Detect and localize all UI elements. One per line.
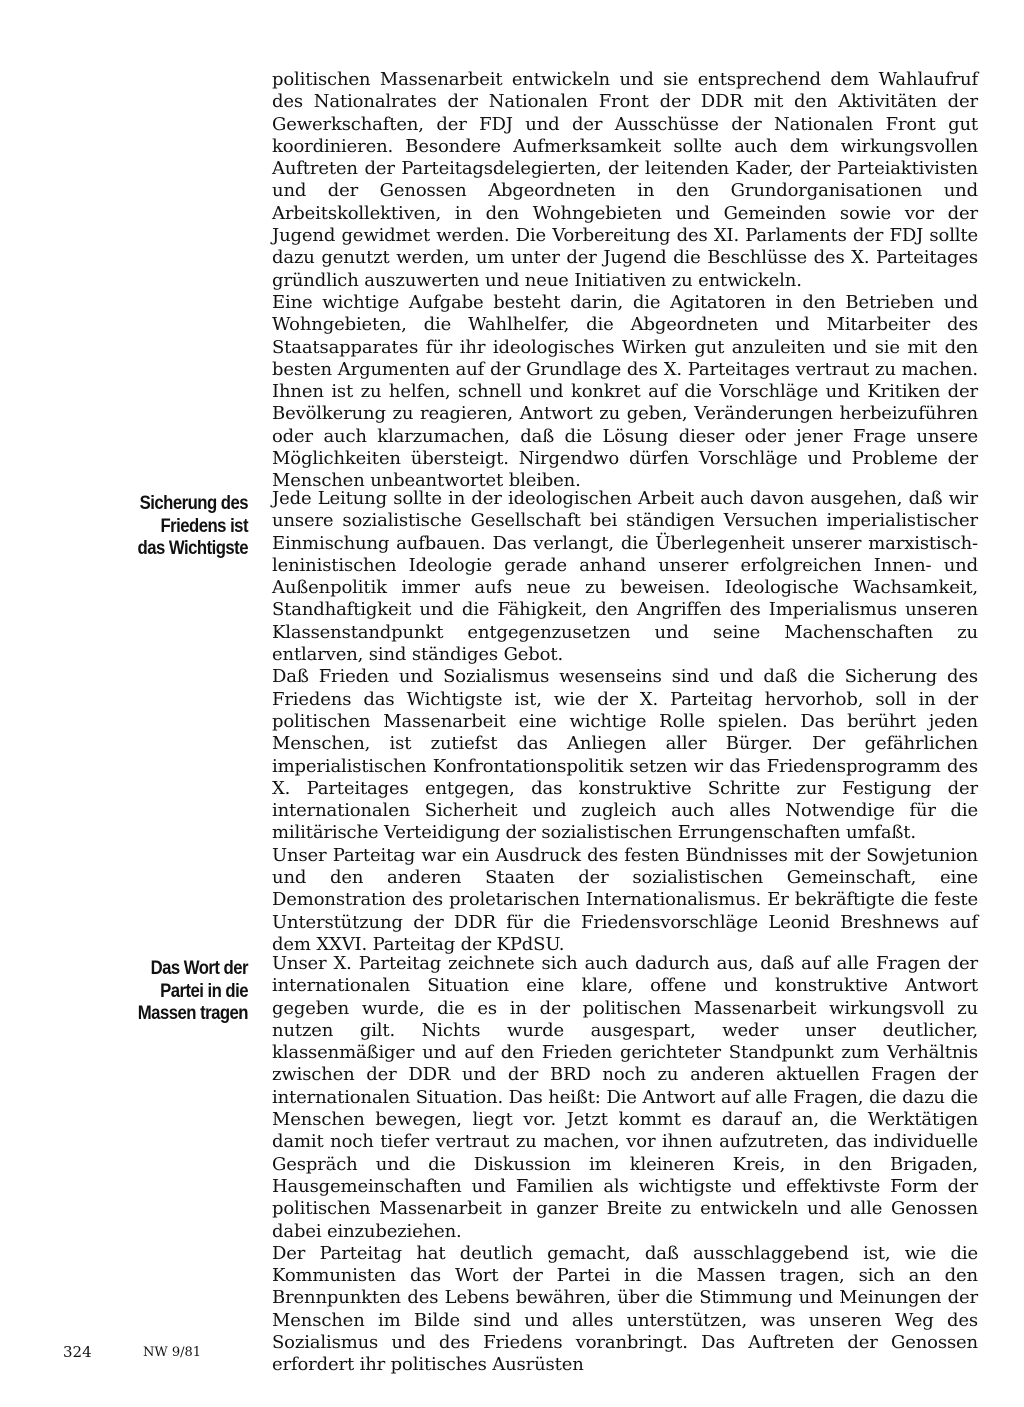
section-heading-line: Das Wort der	[150, 958, 248, 979]
section-heading-friedens	[116, 493, 248, 561]
section-heading-line: Friedens ist	[160, 515, 248, 537]
section-text-friedens	[272, 488, 978, 956]
page-number: 324	[63, 1343, 92, 1361]
body-paragraph: Unser Parteitag war ein Ausdruck des festen Bündnisses mit der Sowjetunion und den anderen Staaten der sozialistischen Gemeinschaft, eine Demonstration des proletarischen Internationalismus. Er bekräftigte die feste Unterstützung der DDR für die Friedensvorschläge Leonid Breshnews auf dem XXVI. Parteitag der KPdSU.	[272, 844, 978, 955]
section-heading-line: Sicherung des	[139, 493, 248, 514]
body-paragraph: Eine wichtige Aufgabe besteht darin, die Agitatoren in den Betrieben und Wohngebieten, die Wahlhelfer, die Abgeordneten und Mitarbeiter des Staatsapparates für ihr ideologisches Wirken gut anzuleiten und sie mit den besten Argumenten auf der Grundlage des X. Parteitages vertraut zu machen. Ihnen ist zu helfen, schnell und konkret auf die Vorschläge und Kritiken der Bevölkerung zu reagieren, Antwort zu geben, Veränderungen herbeizuführen oder auch klarzumachen, daß die Lösung dieser oder jener Frage unsere Möglichkeiten übersteigt. Nirgendwo dürfen Vorschläge und Probleme der Menschen unbeantwortet bleiben.	[272, 291, 978, 492]
section-heading-line: Massen tragen	[137, 1003, 248, 1024]
section-heading-line: Partei in die	[160, 980, 248, 1002]
body-paragraph: politischen Massenarbeit entwickeln und sie entsprechend dem Wahlaufruf des Nationalrates der Nationalen Front der DDR mit den Aktivitäten der Gewerkschaften, der FDJ und der Ausschüsse der Nationalen Front gut koordinieren. Besondere Aufmerksamkeit sollte auch dem wirkungsvollen Auftreten der Parteitagsdelegierten, der leitenden Kader, der Parteiaktivisten und der Genossen Abgeordneten in den Grundorganisationen und Arbeitskollektiven, in den Wohngebieten und Gemeinden sowie vor der Jugend gewidmet werden. Die Vorbereitung des XI. Parlaments der FDJ sollte dazu genutzt werden, um unter der Jugend die Beschlüsse des X. Parteitages gründlich auszuwerten und neue Initiativen zu entwickeln.	[272, 69, 978, 291]
body-paragraph: Daß Frieden und Sozialismus wesenseins sind und daß die Sicherung des Friedens das Wichtigste ist, wie der X. Parteitag hervorhob, soll in der politischen Massenarbeit eine wichtige Rolle spielen. Das berührt jeden Menschen, ist zutiefst das Anliegen aller Bürger. Der gefährlichen imperialistischen Konfrontationspolitik setzen wir das Friedensprogramm des X. Parteitages entgegen, das konstruktive Schritte zur Festigung der internationalen Sicherheit und zugleich auch alles Notwendige für die militärische Verteidigung der sozialistischen Errungenschaften umfaßt.	[272, 666, 978, 844]
body-paragraph: Unser X. Parteitag zeichnete sich auch dadurch aus, daß auf alle Fragen der internationalen Situation eine klare, offene und konstruktive Antwort gegeben wurde, die es in der politischen Massenarbeit wirkungsvoll zu nutzen gilt. Nichts wurde ausgespart, weder unser deutlicher, klassenmäßiger und auf den Frieden gerichteter Standpunkt zum Verhältnis zwischen der DDR und der BRD noch zu anderen aktuellen Fragen der internationalen Situation. Das heißt: Die Antwort auf alle Fragen, die dazu die Menschen bewegen, liegt vor. Jetzt kommt es darauf an, die Werktätigen damit noch tiefer vertraut zu machen, vor ihnen aufzutreten, das individuelle Gespräch und die Diskussion im kleineren Kreis, in den Brigaden, Hausgemeinschaften und Familien als wichtigste und effektivste Form der politischen Massenarbeit in ganzer Breite zu entwickeln und alle Genossen dabei einzubeziehen.	[272, 953, 978, 1242]
intro-text-block	[272, 69, 978, 493]
section-heading-massen	[116, 958, 248, 1026]
issue-reference: NW 9/81	[143, 1345, 202, 1360]
section-heading-line: das Wichtigste	[137, 538, 248, 559]
body-paragraph: Der Parteitag hat deutlich gemacht, daß ausschlaggebend ist, wie die Kommunisten das Wort der Partei in die Massen tragen, sich an den Brennpunkten des Lebens bewähren, über die Stimmung und Meinungen der Menschen im Bilde sind und alles unterstützen, was unseren Weg des Sozialismus und des Friedens voranbringt. Das Auftreten der Genossen erfordert ihr politisches Ausrüsten	[272, 1242, 978, 1376]
section-text-massen	[272, 953, 978, 1377]
body-paragraph: Jede Leitung sollte in der ideologischen Arbeit auch davon ausgehen, daß wir unsere sozialistische Gesellschaft bei ständigen Versuchen imperialistischer Einmischung aufbauen. Das verlangt, die Überlegenheit unserer marxistisch-leninistischen Ideologie gerade anhand unserer erfolgreichen Innen- und Außenpolitik immer aufs neue zu beweisen. Ideologische Wachsamkeit, Standhaftigkeit und die Fähigkeit, den Angriffen des Imperialismus unseren Klassenstandpunkt entgegenzusetzen und seine Machenschaften zu entlarven, sind ständiges Gebot.	[272, 488, 978, 666]
